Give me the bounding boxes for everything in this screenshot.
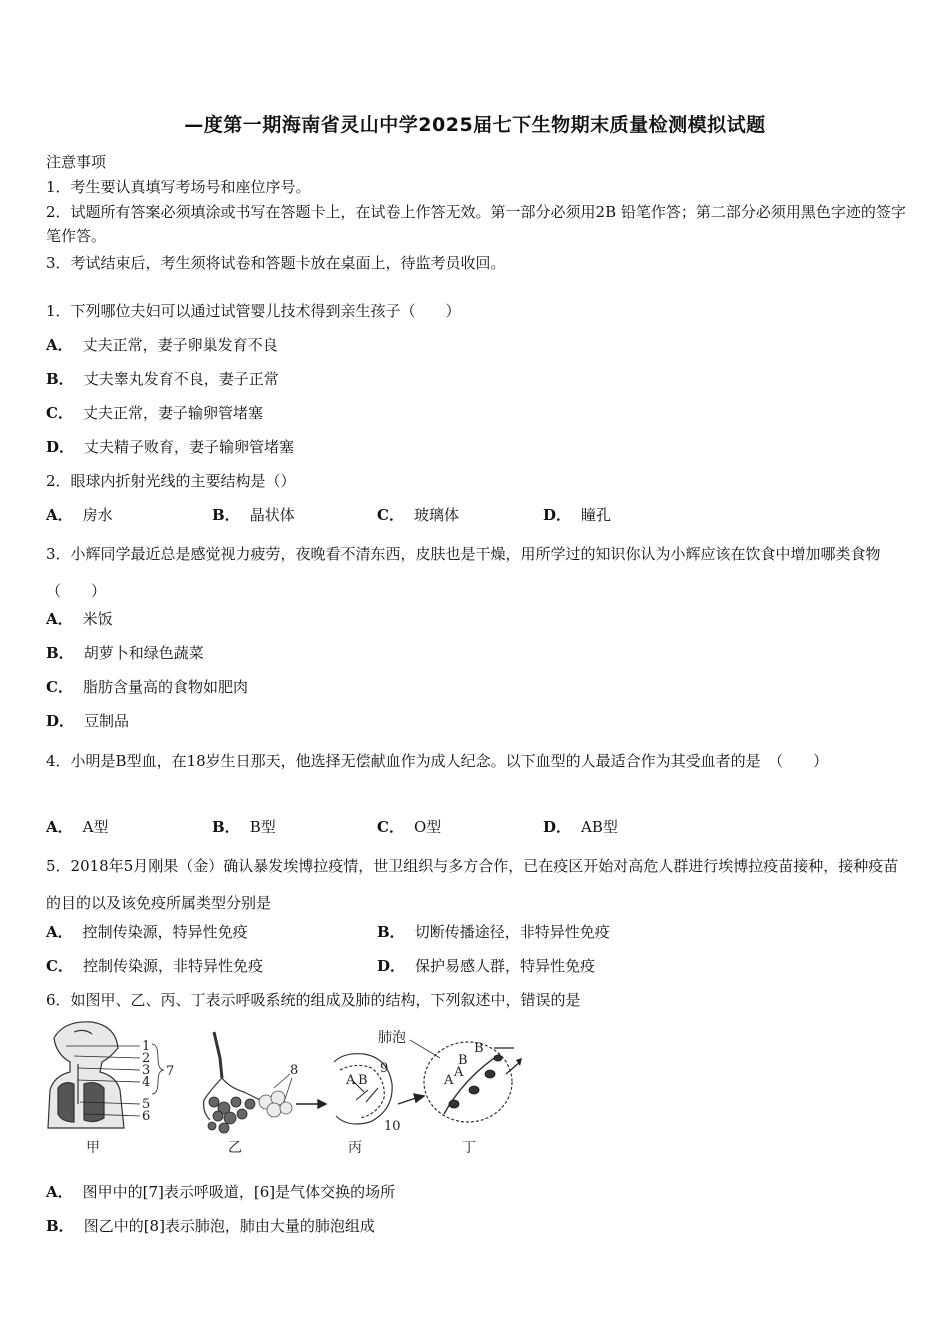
option (46, 816, 108, 838)
figure-number: 6 (142, 1109, 151, 1124)
option (46, 642, 204, 664)
question-stem: 3．小辉同学最近总是感觉视力疲劳，夜晚看不清东西，皮肤也是干燥，用所学过的知识你认为小辉应该在饮食中增加哪类食物（ ） (46, 545, 881, 600)
flow-arrow-icon (296, 1100, 326, 1108)
figure-letter: B (458, 1053, 468, 1068)
option-text: 豆制品 (84, 712, 130, 730)
option-label: A． (46, 336, 73, 354)
option-text: B型 (249, 818, 276, 836)
figure-letter: B (358, 1073, 368, 1088)
page-title: —度第一期海南省灵山中学2025届七下生物期末质量检测模拟试题 (184, 114, 766, 136)
option (46, 608, 113, 630)
figure-panel-label: 甲 (86, 1140, 100, 1156)
option (46, 1215, 375, 1237)
notice-item: 3．考试结束后，考生须将试卷和答题卡放在桌面上，待监考员收回。 (46, 254, 506, 272)
option (46, 710, 129, 732)
option-label: D． (543, 506, 572, 524)
option-label: B． (46, 370, 74, 388)
option-label: B． (46, 1217, 74, 1235)
option-text: A型 (82, 818, 109, 836)
flow-arrow-icon (398, 1094, 424, 1104)
figure-letter: A (444, 1073, 454, 1088)
option-text: 丈夫精子败育，妻子输卵管堵塞 (84, 438, 295, 456)
option-label: A． (46, 818, 73, 836)
figure-panel-label: 乙 (228, 1140, 242, 1156)
figure-letter: A (454, 1065, 464, 1080)
figure-number: 5 (142, 1097, 151, 1112)
option (46, 368, 279, 390)
alveolus-label: 肺泡 (378, 1030, 406, 1046)
option-label: C． (46, 678, 73, 696)
option (377, 816, 441, 838)
option-label: A． (46, 506, 73, 524)
option (212, 504, 295, 526)
option-text: 胡萝卜和绿色蔬菜 (83, 644, 204, 662)
option-label: D． (46, 438, 75, 456)
figure-panel-label: 丁 (462, 1140, 476, 1156)
figure-panel-yi (204, 1032, 292, 1133)
option (46, 504, 113, 526)
option-label: C． (377, 818, 404, 836)
figure-panel-jia (48, 1022, 124, 1128)
figure-number: 10 (384, 1119, 401, 1134)
question-stem: 2．眼球内折射光线的主要结构是（） (46, 472, 296, 490)
option-text: AB型 (581, 818, 618, 836)
figure-letter: A (346, 1073, 356, 1088)
option (46, 921, 248, 943)
option-text: 控制传染源，特异性免疫 (82, 923, 248, 941)
question-stem: 6．如图甲、乙、丙、丁表示呼吸系统的组成及肺的结构，下列叙述中，错误的是 (46, 991, 581, 1009)
option-text: 图甲中的[7]表示呼吸道，[6]是气体交换的场所 (82, 1183, 396, 1201)
option-text: 丈夫正常，妻子卵巢发育不良 (82, 336, 278, 354)
option (46, 1181, 395, 1203)
option-label: A． (46, 923, 73, 941)
option-text: 米饭 (82, 610, 113, 628)
option-label: B． (46, 644, 74, 662)
option-text: 房水 (82, 506, 113, 524)
figure-number: 7 (166, 1064, 175, 1079)
option-label: D． (543, 818, 572, 836)
option-text: O型 (413, 818, 442, 836)
option-text: 晶状体 (249, 506, 295, 524)
figure-number: 2 (142, 1051, 151, 1066)
option-text: 脂肪含量高的食物如肥肉 (82, 678, 248, 696)
option-label: A． (46, 1183, 73, 1201)
option-text: 切断传播途径，非特异性免疫 (414, 923, 610, 941)
option-text: 控制传染源，非特异性免疫 (82, 957, 263, 975)
option-label: D． (377, 957, 406, 975)
question-stem: 5．2018年5月刚果（金）确认暴发埃博拉疫情，世卫组织与多方合作，已在疫区开始对高危人群进行埃博拉疫苗接种，接种疫苗的目的以及该免疫所属类型分别是 (46, 857, 899, 912)
option-label: C． (377, 506, 404, 524)
option (377, 955, 595, 977)
option-label: D． (46, 712, 75, 730)
figure-number: 9 (380, 1061, 389, 1076)
question-stem: 4．小明是B型血，在18岁生日那天，他选择无偿献血作为成人纪念。以下血型的人最适合作为其受血者的是 （ ） (46, 752, 829, 770)
figure-number: 4 (142, 1075, 151, 1090)
question-stem: 1．下列哪位夫妇可以通过试管婴儿技术得到亲生孩子（ ） (46, 302, 461, 320)
option-text: 丈夫正常，妻子输卵管堵塞 (82, 404, 263, 422)
figure-panel-label: 丙 (348, 1140, 362, 1156)
option-label: B． (212, 506, 240, 524)
option-label: B． (212, 818, 240, 836)
option-text: 丈夫睾丸发育不良，妻子正常 (83, 370, 279, 388)
figure-letter: B (474, 1041, 484, 1056)
figure-number: 3 (142, 1063, 151, 1078)
notice-heading: 注意事项 (46, 153, 107, 171)
option-label: C． (46, 404, 73, 422)
notice-item: 2．试题所有答案必须填涂或书写在答题卡上，在试卷上作答无效。第一部分必须用2B 铅笔作答；第二部分必须用黑色字迹的签字笔作答。 (46, 203, 906, 245)
option (46, 334, 278, 356)
option-label: C． (46, 957, 73, 975)
option (377, 921, 610, 943)
option (543, 504, 611, 526)
option (212, 816, 276, 838)
option-label: A． (46, 610, 73, 628)
option-text: 玻璃体 (413, 506, 459, 524)
option-label: B． (377, 923, 405, 941)
option (543, 816, 618, 838)
option-text: 图乙中的[8]表示肺泡，肺由大量的肺泡组成 (83, 1217, 375, 1235)
option (46, 955, 263, 977)
option-text: 瞳孔 (581, 506, 612, 524)
option (46, 436, 294, 458)
option (46, 676, 248, 698)
notice-item: 1．考生要认真填写考场号和座位序号。 (46, 178, 311, 196)
option-text: 保护易感人群，特异性免疫 (415, 957, 596, 975)
figure-number: 8 (290, 1063, 299, 1078)
option (46, 402, 263, 424)
respiratory-figure (44, 1018, 530, 1160)
option (377, 504, 459, 526)
figure-number: 1 (142, 1039, 151, 1054)
